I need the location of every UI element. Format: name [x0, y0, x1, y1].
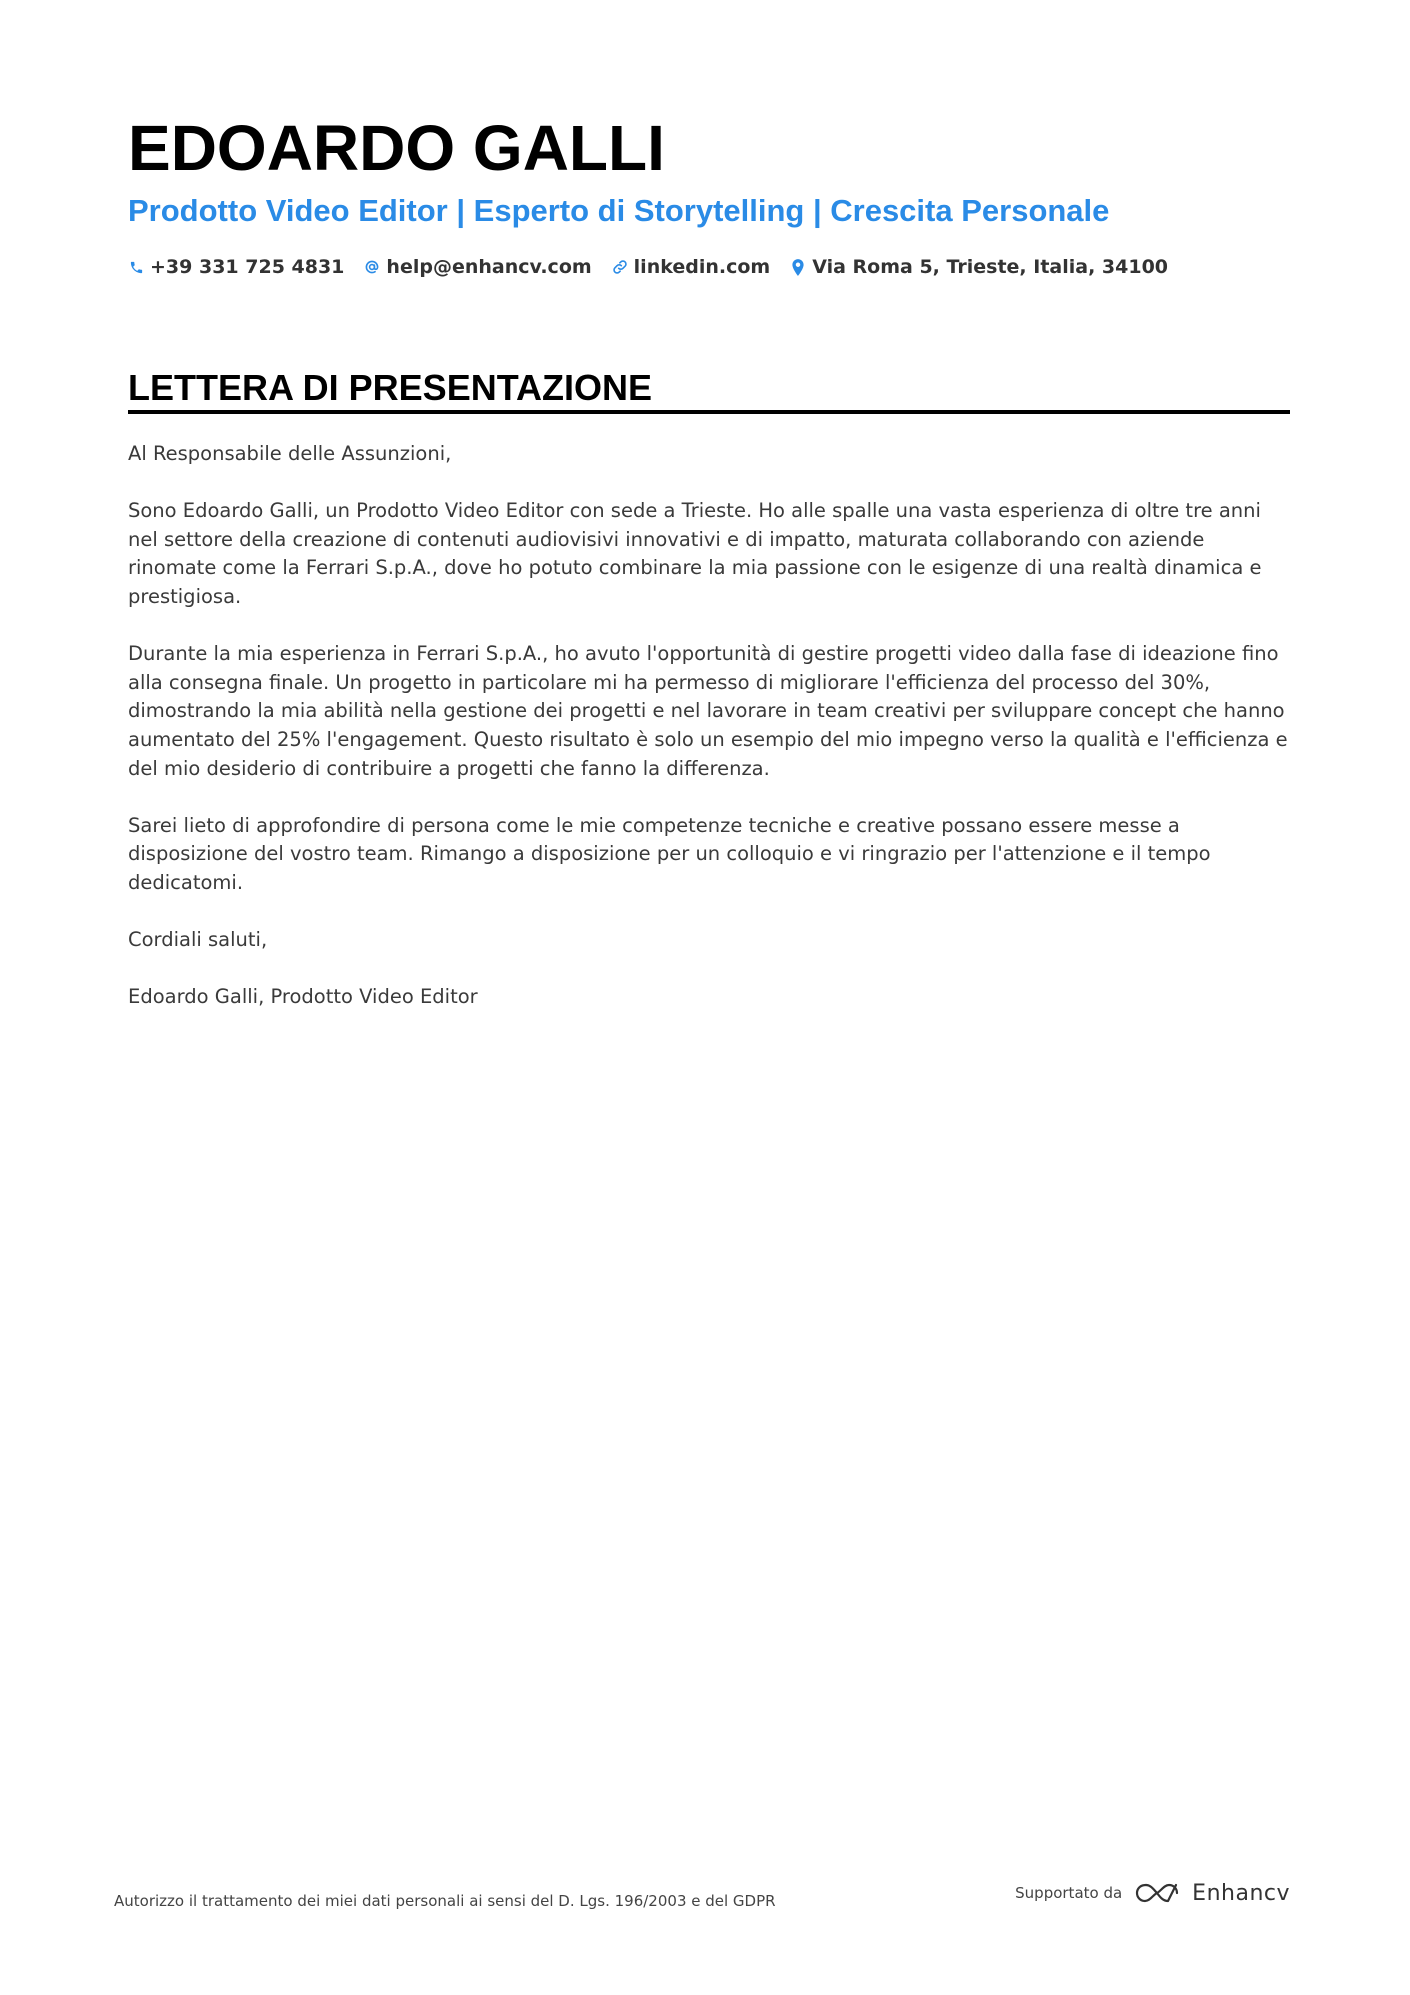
phone-icon — [128, 259, 144, 275]
contact-phone-text: +39 331 725 4831 — [150, 256, 345, 278]
enhancv-logo-icon — [1134, 1880, 1180, 1906]
brand-name: Enhancv — [1192, 1880, 1290, 1906]
section-divider — [128, 410, 1290, 414]
letter-paragraph: Sono Edoardo Galli, un Prodotto Video Editor con sede a Trieste. Ho alle spalle una vasta esperienza di oltre tre anni nel settore della creazione di contenuti audiovisivi innovativi e di impatto, maturata collaborando con aziende rinomate come la Ferrari S.p.A., dove ho potuto combinare la mia passione con le esigenze di una realtà dinamica e prestigiosa. — [128, 499, 1262, 608]
letter-paragraph: Durante la mia esperienza in Ferrari S.p.A., ho avuto l'opportunità di gestire progetti video dalla fase di ideazione fino alla consegna finale. Un progetto in particolare mi ha permesso di migliorare l'efficienza del processo del 30%, dimostrando la mia abilità nella gestione dei progetti e nel lavorare in team creativi per sviluppare concept che hanno aumentato del 25% l'engagement. Questo risultato è solo un esempio del mio impegno verso la qualità e l'efficienza e del mio desiderio di contribuire a progetti che fanno la differenza. — [128, 642, 1288, 780]
privacy-note: Autorizzo il trattamento dei miei dati personali ai sensi del D. Lgs. 196/2003 e del GDPR — [114, 1892, 776, 1910]
location-pin-icon — [790, 259, 806, 275]
contact-email[interactable] — [364, 256, 591, 278]
contact-address-text: Via Roma 5, Trieste, Italia, 34100 — [812, 256, 1169, 278]
letter-signature: Edoardo Galli, Prodotto Video Editor — [128, 985, 478, 1009]
section-title: LETTERA DI PRESENTAZIONE — [128, 367, 653, 408]
candidate-name: EDOARDO GALLI — [128, 112, 665, 184]
contact-email-text: help@enhancv.com — [386, 256, 592, 278]
contact-linkedin-text: linkedin.com — [633, 256, 771, 278]
candidate-headline: Prodotto Video Editor | Esperto di Storytelling | Crescita Personale — [128, 193, 1110, 228]
letter-salutation: Al Responsabile delle Assunzioni, — [128, 442, 452, 465]
letter-paragraph: Sarei lieto di approfondire di persona come le mie competenze tecniche e creative possano essere messe a disposizione del vostro team. Rimango a disposizione per un colloquio e vi ringrazio per l'attenzione e il tempo dedicatomi. — [128, 813, 1211, 894]
link-icon — [612, 259, 628, 275]
letter-closing: Cordiali saluti, — [128, 928, 268, 952]
footer-brand[interactable] — [1015, 1880, 1290, 1906]
letter-body — [128, 440, 1290, 1040]
at-icon — [364, 259, 380, 275]
contact-linkedin[interactable] — [612, 256, 771, 278]
contact-phone[interactable] — [128, 256, 344, 278]
contact-bar — [128, 254, 1188, 280]
contact-address — [790, 256, 1168, 278]
supported-by-label: Supportato da — [1015, 1884, 1123, 1902]
